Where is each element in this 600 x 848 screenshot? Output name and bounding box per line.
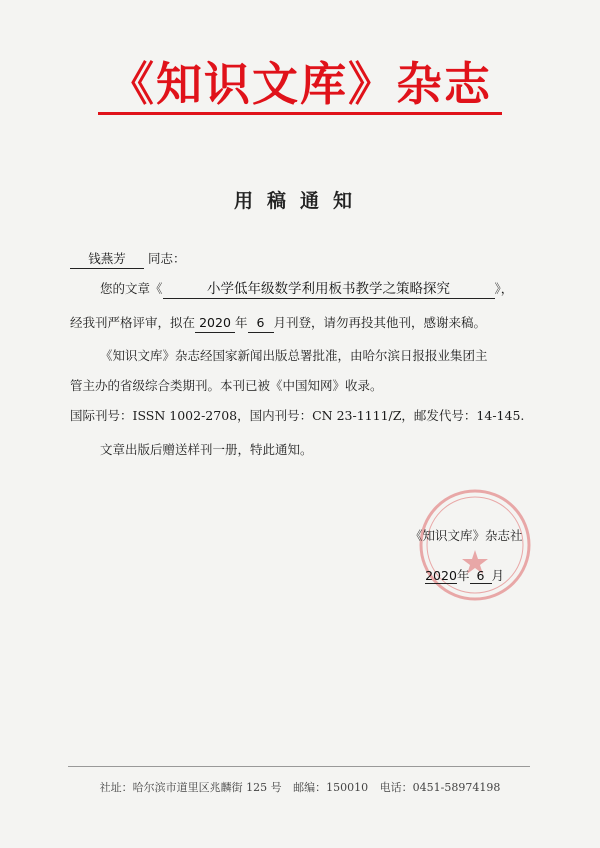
footer-divider: [68, 766, 530, 767]
review-year-unit: 年: [235, 315, 248, 330]
official-seal: [418, 488, 532, 602]
article-prefix: 您的文章《: [100, 281, 163, 296]
signature-date: [425, 566, 504, 584]
footer-phone: 电话：0451-58974198: [379, 781, 501, 794]
approval-line-2: 管主办的省级综合类期刊。本刊已被《中国知网》收录。: [70, 378, 383, 393]
masthead-underline: [98, 112, 502, 115]
signature-year: 2020: [425, 568, 457, 583]
signature-month: 6: [470, 568, 492, 584]
article-line: [100, 280, 513, 299]
review-month: 6: [248, 314, 274, 333]
review-line: [70, 314, 486, 333]
footer-postcode: 邮编：150010: [293, 781, 369, 794]
signature-month-unit: 月: [491, 568, 505, 583]
footer-contact: [0, 779, 600, 795]
review-suffix: 月刊登，请勿再投其他刊，感谢来稿。: [273, 315, 487, 330]
signature-year-unit: 年: [457, 568, 470, 583]
notice-title: 用稿通知: [233, 190, 366, 212]
recipient-name: 钱燕芳: [70, 250, 144, 269]
approval-line-1: 《知识文库》杂志经国家新闻出版总署批准，由哈尔滨日报报业集团主: [100, 348, 488, 363]
footer-address: 社址：哈尔滨市道里区兆麟街 125 号: [99, 781, 282, 794]
signature-org: 《知识文库》杂志社: [410, 528, 523, 543]
recipient-suffix: 同志：: [147, 251, 186, 266]
article-name: 小学低年级数学利用板书教学之策略探究: [163, 280, 495, 299]
closing-line: 文章出版后赠送样刊一册，特此通知。: [100, 442, 313, 457]
review-year: 2020: [195, 314, 235, 333]
recipient-line: [70, 250, 186, 269]
publication-numbers: 国际刊号：ISSN 1002-2708，国内刊号：CN 23-1111/Z，邮发代号：14-145.: [70, 408, 525, 423]
masthead-title: 《知识文库》杂志: [108, 57, 492, 111]
article-suffix: 》，: [494, 281, 514, 296]
review-prefix: 经我刊严格评审，拟在: [70, 315, 196, 330]
